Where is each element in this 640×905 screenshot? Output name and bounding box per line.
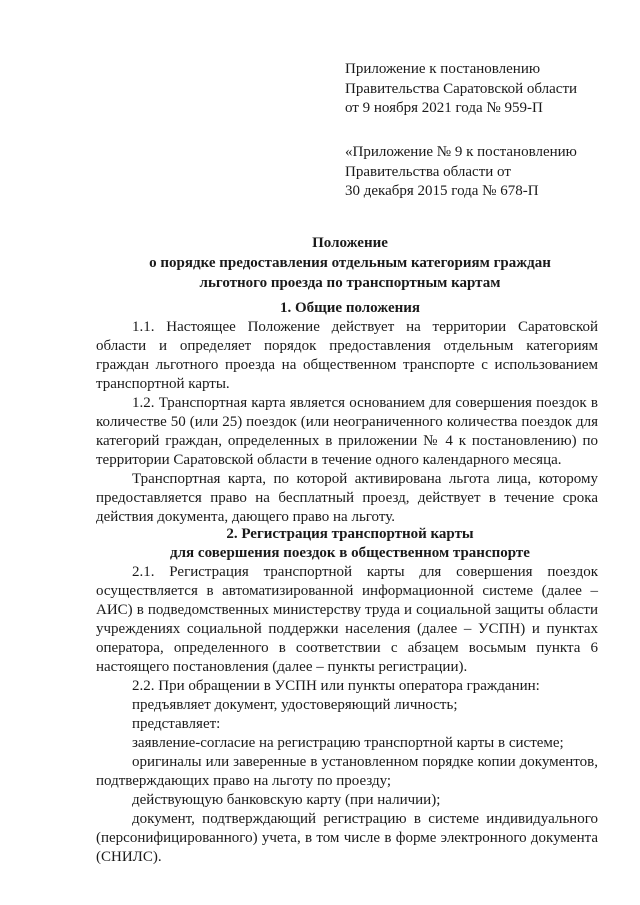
document-title [70,233,630,293]
original-appendix-header [345,143,635,202]
paragraph: предъявляет документ, удостоверяющий личность; [132,697,458,713]
title-line: Положение [312,235,388,251]
paragraph: 2.1. Регистрация транспортной карты для совершения поездок осуществляется в автоматизированной информационной системе (далее – АИС) в подведомственных министерству труда и социальной защиты области учреждениях социальной поддержки населения (далее – УСПН) и пунктах оператора, определенного в соответствии с абзацем восьмым пункта 6 настоящего постановления (далее – пункты регистрации). [96,564,598,675]
paragraph: 2.2. При обращении в УСПН или пункты оператора гражданин: [132,678,540,694]
section-2-body [96,563,598,867]
section-1-body [96,318,598,527]
section-heading-line: для совершения поездок в общественном транспорте [170,545,530,561]
approval-header [345,60,635,119]
paragraph: 1.1. Настоящее Положение действует на территории Саратовской области и определяет порядок предоставления отдельным категориям граждан льготного проезда на общественном транспорте с использованием транспортной карты. [96,319,598,392]
header-line: Правительства области от [345,163,511,180]
paragraph: документ, подтверждающий регистрацию в системе индивидуального (персонифицированного) учета, в том числе в форме электронного документа (СНИЛС). [96,811,598,865]
section-heading-line: 2. Регистрация транспортной карты [226,526,474,542]
paragraph: 1.2. Транспортная карта является основанием для совершения поездок в количестве 50 (или 25) поездок (или неограниченного количества поездок для категорий граждан, определенных в приложении № 4 к постановлению) по территории Саратовской области в течение одного календарного месяца. [96,395,598,468]
title-line: льготного проезда по транспортным картам [199,275,501,291]
paragraph: Транспортная карта, по которой активирована льгота лица, которому предоставляется право на бесплатный проезд, действует в течение срока действия документа, дающего право на льготу. [96,471,598,525]
header-line: Приложение к постановлению [345,61,541,77]
header-line: 30 декабря 2015 года № 678-П [345,183,539,199]
section-1-heading [70,299,630,318]
paragraph: оригиналы или заверенные в установленном порядке копии документов, подтверждающих право на льготу по проезду; [96,754,598,789]
header-line: Правительства Саратовской области [345,80,578,97]
section-2-heading [70,525,630,563]
paragraph: представляет: [132,716,221,732]
header-line: от 9 ноября 2021 года № 959-П [345,100,543,116]
paragraph: действующую банковскую карту (при наличии); [132,792,441,808]
paragraph: заявление-согласие на регистрацию транспортной карты в системе; [132,735,564,751]
title-line: о порядке предоставления отдельным категориям граждан [149,255,551,271]
header-line: «Приложение № 9 к постановлению [345,144,577,160]
section-heading-text: 1. Общие положения [279,300,421,316]
